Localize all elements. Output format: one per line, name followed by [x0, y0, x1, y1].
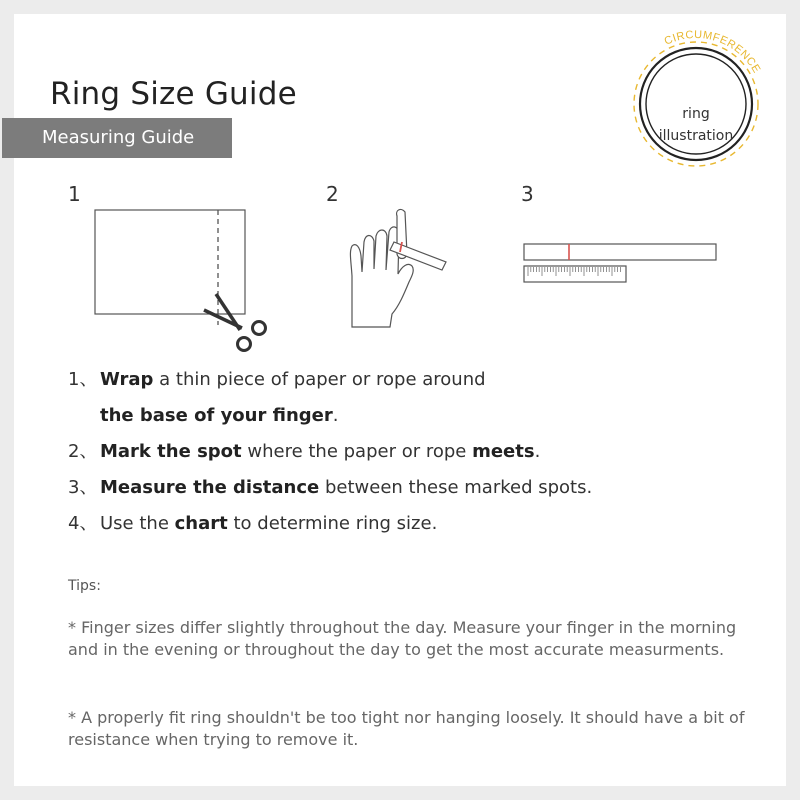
- badge-center-line1: ring: [682, 106, 710, 122]
- instruction-emphasis: meets: [472, 441, 535, 462]
- instruction-text: between these marked spots.: [319, 477, 593, 498]
- instruction-text: .: [534, 441, 541, 462]
- paper-scissors-icon: [95, 210, 266, 351]
- instruction-line: [68, 364, 768, 400]
- section-tag: Measuring Guide: [2, 118, 232, 158]
- instruction-number: 2、: [68, 441, 98, 462]
- step-number-1: 1: [68, 182, 81, 206]
- tip-item-1: * Finger sizes differ slightly throughout the day. Measure your finger in the morning and in the evening or throughout the day to get the most accurate measurments.: [68, 618, 737, 659]
- instruction-text: to determine ring size.: [227, 513, 438, 534]
- instruction-number: 4、: [68, 513, 98, 534]
- badge-center-line2: illustration: [658, 128, 734, 144]
- hand-wrap-icon: [350, 209, 446, 327]
- instruction-emphasis: the base of your finger: [100, 405, 333, 426]
- instruction-emphasis: Measure the distance: [100, 477, 320, 498]
- instruction-emphasis: chart: [174, 513, 228, 534]
- instruction-text: .: [332, 405, 339, 426]
- instruction-emphasis: Mark the spot: [100, 441, 242, 462]
- instruction-text: a thin piece of paper or rope around: [153, 369, 486, 390]
- page-title: Ring Size Guide: [50, 76, 297, 112]
- instruction-line: [68, 508, 768, 544]
- step-number-2: 2: [326, 182, 339, 206]
- instruction-line: [68, 472, 768, 508]
- tips-label: Tips:: [68, 578, 101, 594]
- badge-arc-text: CIRCUMFERENCE: [662, 28, 763, 76]
- instruction-line: [68, 436, 768, 472]
- instruction-text: where the paper or rope: [241, 441, 473, 462]
- instruction-line: [68, 400, 768, 436]
- instruction-number: 1、: [68, 369, 98, 390]
- step-illustrations: [14, 14, 786, 364]
- instruction-emphasis: Wrap: [100, 369, 154, 390]
- paper-ruler-icon: [524, 244, 716, 282]
- tip-item-2: * A properly fit ring shouldn't be too tight nor hanging loosely. It should have a bit of resistance when trying to remove it.: [68, 708, 745, 749]
- guide-card: [14, 14, 786, 786]
- instruction-number: 3、: [68, 477, 98, 498]
- step-number-3: 3: [521, 182, 534, 206]
- instruction-text: Use the: [100, 513, 175, 534]
- instructions-list: [68, 364, 768, 544]
